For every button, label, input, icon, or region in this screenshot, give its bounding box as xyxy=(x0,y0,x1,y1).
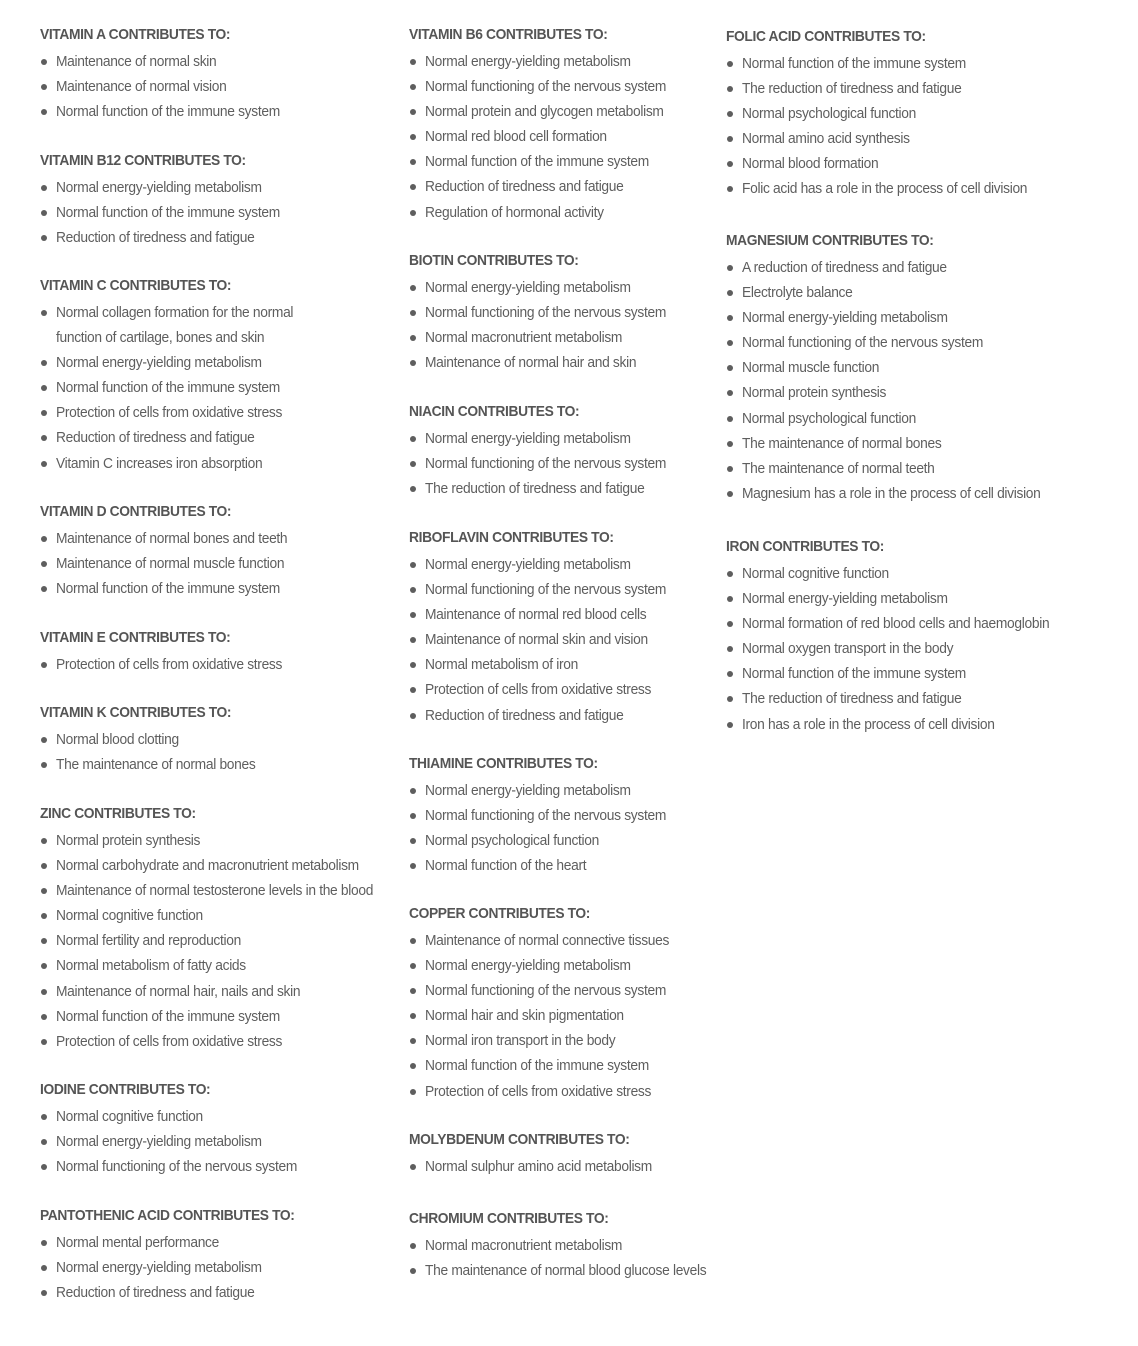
list-item-text: Normal functioning of the nervous system xyxy=(425,581,667,599)
list-item-text: Normal energy-yielding metabolism xyxy=(425,279,631,296)
list-item-text: Magnesium has a role in the process of cell division xyxy=(742,484,1041,502)
list-item-text: Protection of cells from oxidative stress xyxy=(425,681,652,699)
section-heading: NIACIN CONTRIBUTES TO: xyxy=(409,403,580,420)
list-item-text: Normal function of the immune system xyxy=(56,580,280,598)
section-heading: VITAMIN D CONTRIBUTES TO: xyxy=(40,503,232,520)
list-item xyxy=(409,275,719,300)
list-item-text: Normal cognitive function xyxy=(56,1108,203,1125)
section-heading: BIOTIN CONTRIBUTES TO: xyxy=(409,252,579,269)
list-item xyxy=(409,602,719,627)
list-item xyxy=(409,828,719,853)
list-item xyxy=(40,1280,400,1305)
list-item-text: The maintenance of normal teeth xyxy=(742,459,935,477)
list-item-text: Vitamin C increases iron absorption xyxy=(56,454,263,472)
list-item xyxy=(409,49,719,74)
list-item-text: Maintenance of normal red blood cells xyxy=(425,606,647,624)
list-item xyxy=(40,1029,400,1054)
list-item xyxy=(40,1004,400,1029)
list-item-text: Normal function of the immune system xyxy=(56,379,280,397)
benefit-list xyxy=(409,552,719,728)
list-item xyxy=(409,803,719,828)
list-item-text: Reduction of tiredness and fatigue xyxy=(425,706,624,724)
list-item xyxy=(40,175,400,200)
section-heading: COPPER CONTRIBUTES TO: xyxy=(409,905,591,922)
list-item xyxy=(409,853,719,878)
list-item-text: The reduction of tiredness and fatigue xyxy=(742,80,962,98)
list-item xyxy=(40,551,400,576)
list-item xyxy=(409,124,719,149)
benefit-list xyxy=(40,300,400,476)
list-item xyxy=(726,305,1126,330)
list-item-text: Maintenance of normal testosterone levels in the blood xyxy=(56,882,374,900)
list-item xyxy=(726,151,1126,176)
list-item-text: Normal psychological function xyxy=(742,409,916,427)
list-item xyxy=(409,149,719,174)
section-heading: CHROMIUM CONTRIBUTES TO: xyxy=(409,1210,609,1227)
list-item-text: Normal energy-yielding metabolism xyxy=(56,1133,262,1151)
list-item xyxy=(726,330,1126,355)
list-item xyxy=(40,1230,400,1255)
section-heading: FOLIC ACID CONTRIBUTES TO: xyxy=(726,28,926,45)
nutrient-section xyxy=(40,627,400,677)
list-item-text: Reduction of tiredness and fatigue xyxy=(56,429,255,447)
list-item xyxy=(40,903,400,928)
list-item xyxy=(726,51,1126,76)
section-heading: VITAMIN C CONTRIBUTES TO: xyxy=(40,277,232,294)
list-item-text: Folic acid has a role in the process of cell division xyxy=(742,180,1028,198)
section-heading: RIBOFLAVIN CONTRIBUTES TO: xyxy=(409,529,614,546)
list-item-text: Normal cognitive function xyxy=(742,565,889,582)
benefit-list xyxy=(409,426,719,501)
list-item-text: Normal muscle function xyxy=(742,359,880,377)
benefit-list xyxy=(40,652,400,677)
list-item xyxy=(40,1154,400,1179)
section-heading: MAGNESIUM CONTRIBUTES TO: xyxy=(726,232,934,249)
list-item xyxy=(726,406,1126,431)
list-item xyxy=(409,1154,719,1179)
list-item xyxy=(409,200,719,225)
list-item-text: Normal amino acid synthesis xyxy=(742,130,910,148)
list-item xyxy=(40,828,400,853)
list-item-text: The reduction of tiredness and fatigue xyxy=(425,480,645,498)
nutrient-section xyxy=(40,1079,400,1179)
list-item-text: Normal psychological function xyxy=(425,832,599,850)
list-item-text: Normal oxygen transport in the body xyxy=(742,640,954,658)
list-item-text: Normal function of the immune system xyxy=(742,55,966,72)
list-item xyxy=(40,200,400,225)
list-item-text: Normal blood formation xyxy=(742,155,879,173)
list-item xyxy=(40,953,400,978)
list-item xyxy=(409,1003,719,1028)
list-item xyxy=(40,350,400,375)
list-item-text: Normal energy-yielding metabolism xyxy=(425,957,631,975)
section-heading: IRON CONTRIBUTES TO: xyxy=(726,538,884,555)
list-item-text: Normal functioning of the nervous system xyxy=(425,455,667,473)
list-item xyxy=(726,355,1126,380)
list-item-text: Normal fertility and reproduction xyxy=(56,932,241,950)
nutrient-section xyxy=(409,250,719,375)
list-item xyxy=(40,300,400,350)
list-item xyxy=(409,577,719,602)
list-item-text: Maintenance of normal vision xyxy=(56,78,227,96)
nutrient-section xyxy=(409,401,719,501)
benefit-list xyxy=(40,828,400,1054)
list-item-text: Electrolyte balance xyxy=(742,284,853,302)
section-heading: MOLYBDENUM CONTRIBUTES TO: xyxy=(409,1131,630,1148)
list-item-text: Normal macronutrient metabolism xyxy=(425,329,623,347)
benefit-list xyxy=(726,255,1126,506)
list-item-text: Normal cognitive function xyxy=(56,907,203,925)
benefit-list xyxy=(40,1104,400,1179)
list-item xyxy=(409,778,719,803)
list-item-text: Normal function of the immune system xyxy=(425,1057,649,1075)
list-item-text: Normal blood clotting xyxy=(56,731,179,748)
list-item xyxy=(409,1233,719,1258)
list-item-text: Normal psychological function xyxy=(742,105,916,123)
nutrient-section xyxy=(409,1208,719,1283)
nutrient-section xyxy=(409,903,719,1104)
list-item xyxy=(409,426,719,451)
list-item-text: The maintenance of normal blood glucose levels xyxy=(425,1262,707,1280)
nutrient-section xyxy=(40,501,400,601)
section-heading: IODINE CONTRIBUTES TO: xyxy=(40,1081,211,1098)
list-item-text: Normal function of the immune system xyxy=(56,204,280,222)
list-item-text: Maintenance of normal muscle function xyxy=(56,555,285,573)
list-item-text: Normal energy-yielding metabolism xyxy=(425,556,631,573)
list-item-text: Normal energy-yielding metabolism xyxy=(56,354,262,372)
list-item xyxy=(726,456,1126,481)
list-item xyxy=(409,953,719,978)
benefit-list xyxy=(409,778,719,878)
list-item xyxy=(726,661,1126,686)
list-item-text: Normal energy-yielding metabolism xyxy=(425,53,631,70)
list-item xyxy=(40,225,400,250)
list-item-text: Normal energy-yielding metabolism xyxy=(425,782,631,799)
benefit-list xyxy=(40,49,400,124)
nutrient-section xyxy=(40,702,400,777)
list-item-text: Reduction of tiredness and fatigue xyxy=(56,229,255,247)
list-item xyxy=(40,99,400,124)
nutrient-section xyxy=(726,230,1126,506)
list-item xyxy=(40,1129,400,1154)
list-item xyxy=(40,400,400,425)
list-item-text: Normal formation of red blood cells and haemoglobin xyxy=(742,615,1050,633)
list-item-text: Maintenance of normal bones and teeth xyxy=(56,530,288,547)
list-item xyxy=(726,481,1126,506)
list-item xyxy=(409,677,719,702)
list-item-text: Normal function of the immune system xyxy=(425,153,649,171)
list-item xyxy=(40,375,400,400)
list-item-text: Protection of cells from oxidative stress xyxy=(425,1082,652,1100)
section-heading: VITAMIN A CONTRIBUTES TO: xyxy=(40,26,231,43)
nutrient-section xyxy=(409,753,719,878)
benefit-list xyxy=(409,275,719,375)
benefit-list xyxy=(409,1154,719,1179)
section-heading: ZINC CONTRIBUTES TO: xyxy=(40,805,196,822)
list-item xyxy=(409,552,719,577)
list-item xyxy=(726,255,1126,280)
list-item-text: Normal iron transport in the body xyxy=(425,1032,616,1050)
list-item-text: Normal hair and skin pigmentation xyxy=(425,1007,624,1025)
benefit-list xyxy=(40,1230,400,1305)
list-item xyxy=(40,928,400,953)
nutrient-section xyxy=(40,803,400,1054)
list-item xyxy=(40,727,400,752)
list-item xyxy=(726,712,1126,737)
section-heading: PANTOTHENIC ACID CONTRIBUTES TO: xyxy=(40,1207,295,1224)
section-heading: THIAMINE CONTRIBUTES TO: xyxy=(409,755,598,772)
list-item xyxy=(40,979,400,1004)
nutrient-section xyxy=(40,24,400,124)
list-item-text: Normal functioning of the nervous system xyxy=(56,1158,298,1176)
list-item xyxy=(40,878,400,903)
benefit-list xyxy=(726,561,1126,737)
list-item-text: Reduction of tiredness and fatigue xyxy=(56,1284,255,1302)
list-item-text: Normal collagen formation for the normal function of cartilage, bones and skin xyxy=(56,304,294,347)
list-item-text: Reduction of tiredness and fatigue xyxy=(425,178,624,196)
list-item xyxy=(409,978,719,1003)
list-item xyxy=(409,74,719,99)
list-item-text: Protection of cells from oxidative stress xyxy=(56,656,283,673)
list-item-text: Normal functioning of the nervous system xyxy=(425,304,667,322)
list-item xyxy=(40,425,400,450)
benefit-list xyxy=(409,1233,719,1283)
list-item xyxy=(409,928,719,953)
list-item-text: Normal carbohydrate and macronutrient metabolism xyxy=(56,857,359,875)
list-item xyxy=(409,99,719,124)
list-item xyxy=(40,1104,400,1129)
list-item xyxy=(726,636,1126,661)
list-item xyxy=(726,380,1126,405)
section-heading: VITAMIN K CONTRIBUTES TO: xyxy=(40,704,232,721)
list-item xyxy=(409,1028,719,1053)
list-item-text: Normal macronutrient metabolism xyxy=(425,1237,623,1254)
list-item xyxy=(40,752,400,777)
list-item-text: Normal energy-yielding metabolism xyxy=(742,590,948,608)
nutrient-section xyxy=(726,536,1126,737)
list-item xyxy=(409,476,719,501)
list-item xyxy=(726,561,1126,586)
list-item-text: Normal energy-yielding metabolism xyxy=(742,309,948,327)
list-item-text: Normal metabolism of iron xyxy=(425,656,579,674)
list-item-text: Normal protein synthesis xyxy=(56,832,201,849)
list-item xyxy=(409,652,719,677)
list-item-text: Normal mental performance xyxy=(56,1234,219,1251)
list-item xyxy=(40,526,400,551)
section-heading: VITAMIN E CONTRIBUTES TO: xyxy=(40,629,231,646)
list-item-text: Normal function of the immune system xyxy=(56,103,280,121)
list-item-text: A reduction of tiredness and fatigue xyxy=(742,259,947,276)
list-item xyxy=(40,49,400,74)
list-item-text: Protection of cells from oxidative stress xyxy=(56,1032,283,1050)
list-item-text: Normal energy-yielding metabolism xyxy=(425,430,631,447)
list-item-text: Normal energy-yielding metabolism xyxy=(56,179,262,196)
list-item xyxy=(726,126,1126,151)
benefit-list xyxy=(40,526,400,601)
list-item-text: Normal energy-yielding metabolism xyxy=(56,1259,262,1277)
list-item-text: Regulation of hormonal activity xyxy=(425,203,604,221)
list-item-text: Maintenance of normal hair, nails and skin xyxy=(56,982,301,1000)
nutrient-section xyxy=(40,275,400,476)
list-item-text: The maintenance of normal bones xyxy=(742,434,942,452)
benefit-list xyxy=(409,928,719,1104)
list-item xyxy=(40,576,400,601)
list-item-text: Normal function of the heart xyxy=(425,857,587,875)
nutrient-section xyxy=(40,1205,400,1305)
list-item xyxy=(726,101,1126,126)
list-item xyxy=(726,431,1126,456)
nutrient-section xyxy=(409,24,719,225)
list-item-text: Normal function of the immune system xyxy=(56,1007,280,1025)
list-item xyxy=(726,611,1126,636)
list-item xyxy=(726,586,1126,611)
list-item xyxy=(40,1255,400,1280)
list-item-text: Normal protein synthesis xyxy=(742,384,887,402)
list-item xyxy=(726,686,1126,711)
list-item-text: The maintenance of normal bones xyxy=(56,756,256,774)
list-item xyxy=(409,627,719,652)
list-item-text: Protection of cells from oxidative stress xyxy=(56,404,283,422)
list-item-text: Maintenance of normal skin xyxy=(56,53,217,70)
list-item xyxy=(726,76,1126,101)
list-item-text: Iron has a role in the process of cell division xyxy=(742,715,995,733)
list-item xyxy=(409,1258,719,1283)
list-item-text: Normal metabolism of fatty acids xyxy=(56,957,246,975)
benefit-list xyxy=(409,49,719,225)
nutrient-section xyxy=(409,1129,719,1179)
list-item-text: Normal functioning of the nervous system xyxy=(742,334,984,352)
list-item-text: The reduction of tiredness and fatigue xyxy=(742,690,962,708)
benefit-list xyxy=(40,175,400,250)
list-item xyxy=(409,174,719,199)
list-item xyxy=(40,451,400,476)
list-item-text: Maintenance of normal connective tissues xyxy=(425,932,670,949)
list-item xyxy=(40,652,400,677)
list-item xyxy=(409,1053,719,1078)
list-item xyxy=(409,350,719,375)
list-item-text: Normal red blood cell formation xyxy=(425,128,607,146)
list-item xyxy=(409,703,719,728)
list-item xyxy=(726,176,1126,201)
list-item-text: Maintenance of normal hair and skin xyxy=(425,354,637,372)
nutrient-section xyxy=(726,26,1126,202)
list-item-text: Normal sulphur amino acid metabolism xyxy=(425,1158,652,1175)
list-item xyxy=(40,853,400,878)
list-item xyxy=(409,325,719,350)
list-item-text: Normal functioning of the nervous system xyxy=(425,982,667,1000)
list-item xyxy=(40,74,400,99)
list-item-text: Maintenance of normal skin and vision xyxy=(425,631,648,649)
list-item xyxy=(409,300,719,325)
nutrient-section xyxy=(40,150,400,250)
list-item-text: Normal function of the immune system xyxy=(742,665,966,683)
list-item xyxy=(726,280,1126,305)
benefit-list xyxy=(726,51,1126,202)
section-heading: VITAMIN B6 CONTRIBUTES TO: xyxy=(409,26,608,43)
list-item xyxy=(409,451,719,476)
section-heading: VITAMIN B12 CONTRIBUTES TO: xyxy=(40,152,246,169)
nutrient-section xyxy=(409,527,719,728)
benefit-list xyxy=(40,727,400,777)
list-item-text: Normal functioning of the nervous system xyxy=(425,807,667,825)
list-item-text: Normal protein and glycogen metabolism xyxy=(425,103,664,121)
list-item-text: Normal functioning of the nervous system xyxy=(425,78,667,96)
list-item xyxy=(409,1079,719,1104)
